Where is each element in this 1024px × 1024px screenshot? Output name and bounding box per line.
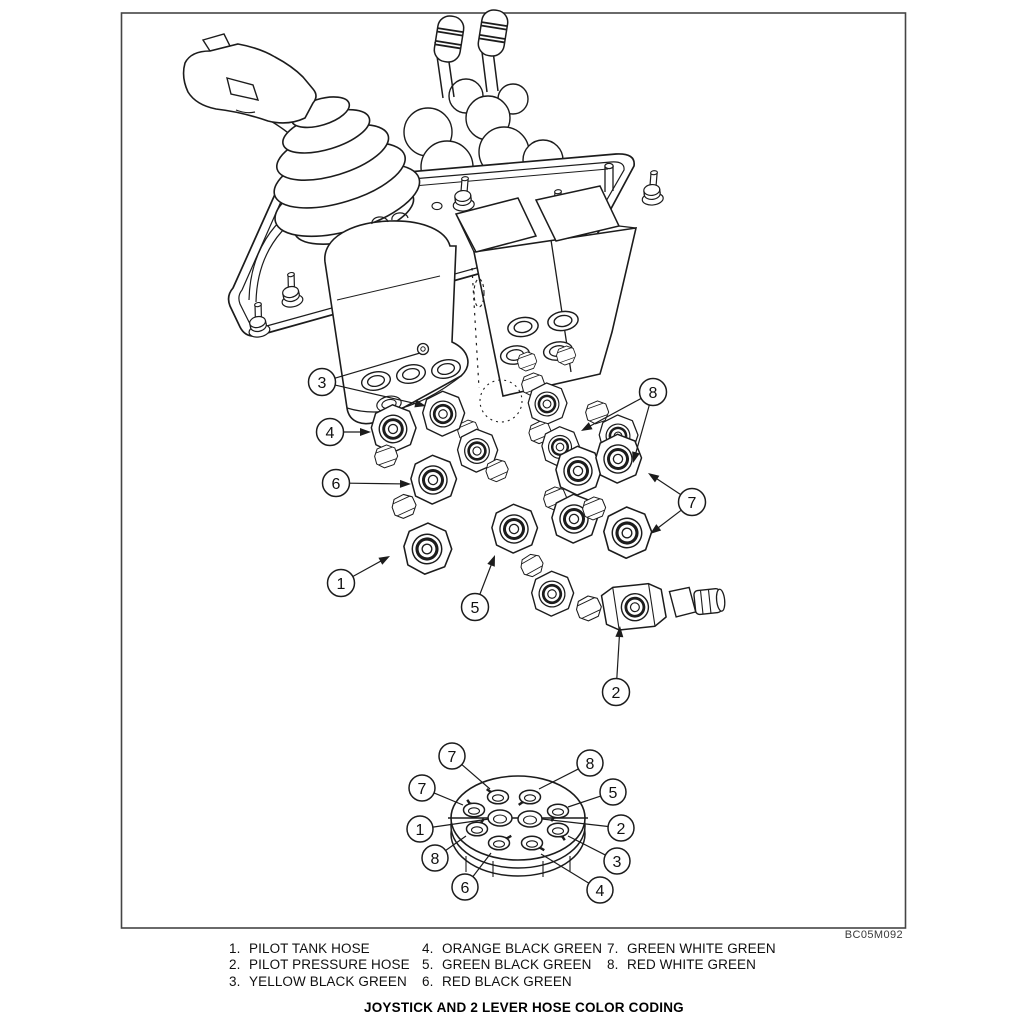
legend-item: 3. YELLOW BLACK GREEN — [229, 973, 407, 989]
callout-number: 5 — [470, 599, 480, 617]
callout-8 — [577, 750, 603, 776]
callout-number: 4 — [595, 882, 605, 900]
disc-port-hole — [520, 790, 541, 804]
disc-port-hole — [464, 803, 485, 817]
figure-caption: JOYSTICK AND 2 LEVER HOSE COLOR CODING — [364, 1000, 684, 1015]
callout-8 — [640, 379, 667, 406]
callout-7 — [679, 489, 706, 516]
callout-number: 7 — [417, 780, 427, 798]
callout-6 — [323, 470, 350, 497]
callout-number: 8 — [430, 850, 440, 868]
callout-number: 7 — [687, 494, 697, 512]
callout-1 — [407, 816, 433, 842]
callout-5 — [462, 594, 489, 621]
disc-port-hole — [548, 823, 569, 837]
callout-6 — [452, 874, 478, 900]
callout-5 — [600, 779, 626, 805]
legend-column-2 — [422, 941, 602, 990]
legend-item: 5. GREEN BLACK GREEN — [422, 957, 592, 973]
legend-item: 6. RED BLACK GREEN — [422, 973, 572, 989]
legend-item: 7. GREEN WHITE GREEN — [607, 941, 776, 956]
disc-port-hole — [467, 822, 488, 836]
callout-leader — [349, 483, 405, 484]
callout-number: 2 — [616, 820, 626, 838]
callout-number: 5 — [608, 784, 618, 802]
callout-number: 8 — [585, 755, 595, 773]
callout-number: 3 — [317, 374, 327, 392]
legend-item: 1. PILOT TANK HOSE — [229, 941, 370, 956]
callout-number: 1 — [336, 575, 346, 593]
disc-port-hole — [518, 811, 542, 827]
disc-port-hole — [489, 836, 510, 850]
callout-3 — [309, 369, 336, 396]
callout-1 — [328, 570, 355, 597]
callout-number: 4 — [325, 424, 335, 442]
callout-8 — [422, 845, 448, 871]
legend-column-1 — [229, 941, 410, 990]
legend-item: 8. RED WHITE GREEN — [607, 957, 757, 973]
legend-item: 2. PILOT PRESSURE HOSE — [229, 957, 410, 973]
disc-port-hole — [548, 804, 569, 818]
callout-number: 6 — [331, 475, 341, 493]
callout-2 — [608, 815, 634, 841]
callout-number: 6 — [460, 879, 470, 897]
legend-item: 4. ORANGE BLACK GREEN — [422, 941, 603, 956]
disc-port-hole — [488, 810, 512, 826]
figure-code: BC05M092 — [844, 929, 903, 941]
callout-number: 7 — [447, 748, 457, 766]
callout-number: 2 — [611, 684, 621, 702]
legend-column-3 — [607, 941, 776, 974]
callout-3 — [604, 848, 630, 874]
callout-number: 1 — [415, 821, 425, 839]
disc-port-hole — [488, 790, 509, 804]
callout-number: 8 — [648, 384, 658, 402]
disc-port-hole — [522, 836, 543, 850]
callout-number: 3 — [612, 853, 622, 871]
callout-7 — [439, 743, 465, 769]
callout-2 — [603, 679, 630, 706]
callout-4 — [587, 877, 613, 903]
callout-4 — [317, 419, 344, 446]
callout-7 — [409, 775, 435, 801]
